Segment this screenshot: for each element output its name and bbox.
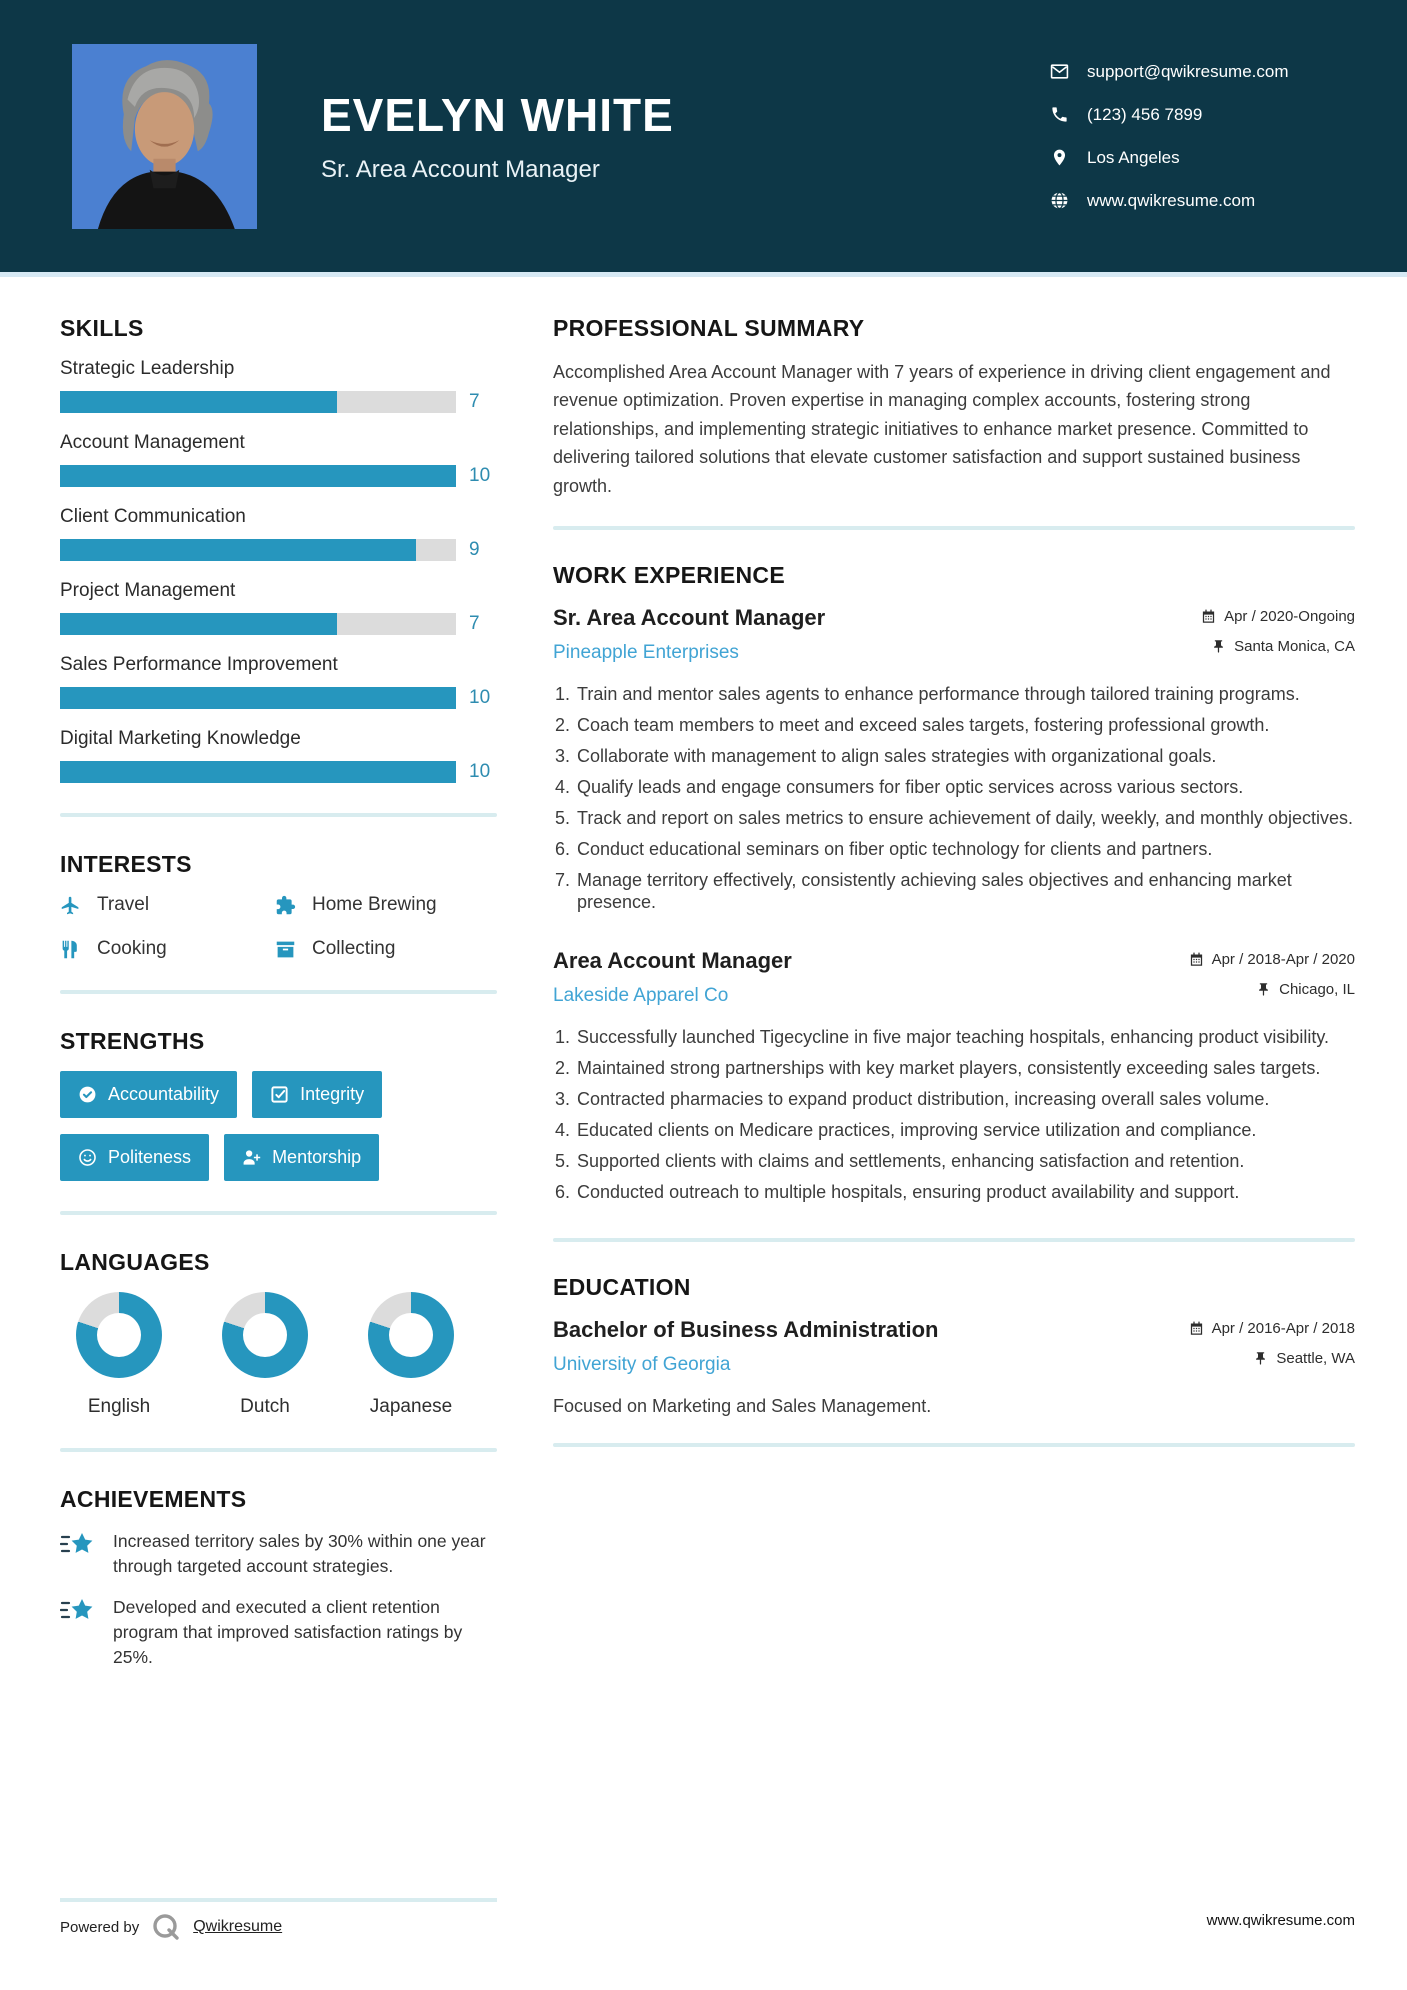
skill-bar	[60, 465, 497, 487]
shooting-star-icon	[60, 1531, 96, 1563]
job-title: Area Account Manager	[553, 947, 792, 973]
skill-row	[60, 580, 497, 635]
skill-bar-track	[60, 687, 456, 709]
job-bullet: 4. Educated clients on Medicare practices, improving service utilization and compliance.	[575, 1120, 1355, 1142]
person-job-title: Sr. Area Account Manager	[321, 156, 600, 183]
education-note: Focused on Marketing and Sales Management.	[553, 1395, 932, 1416]
job-entry	[553, 605, 1355, 914]
language-label: Japanese	[369, 1396, 453, 1417]
job-dates: Apr / 2018-Apr / 2020	[1211, 950, 1355, 968]
education-section	[553, 1274, 1355, 1417]
education-location: Seattle, WA	[1276, 1349, 1355, 1367]
strength-chip	[60, 1134, 209, 1181]
check-square-icon	[270, 1085, 289, 1104]
achievement-text: Developed and executed a client retention program that improved satisfaction ratings by 25%.	[113, 1597, 463, 1668]
strength-chip	[252, 1071, 382, 1118]
skill-label: Sales Performance Improvement	[60, 654, 338, 675]
job-bullet-list	[575, 684, 1355, 914]
skill-row	[60, 432, 497, 487]
skill-label: Account Management	[60, 432, 245, 453]
job-header	[553, 948, 1355, 1011]
skill-label: Client Communication	[60, 506, 246, 527]
qwikresume-link[interactable]: Qwikresume	[193, 1918, 283, 1935]
qwikresume-logo-icon	[151, 1912, 181, 1942]
pushpin-icon	[1253, 1351, 1268, 1366]
strengths-list	[60, 1071, 497, 1181]
footer	[0, 1898, 1407, 1990]
work-experience-heading: WORK EXPERIENCE	[553, 562, 785, 589]
skill-bar-track	[60, 613, 456, 635]
interest-item	[275, 894, 497, 916]
shooting-star-icon	[60, 1597, 96, 1629]
achievement-item	[60, 1595, 497, 1670]
skill-label: Project Management	[60, 580, 236, 601]
contact-location-row	[1050, 148, 1355, 168]
skill-bar	[60, 613, 497, 635]
section-divider	[553, 1238, 1355, 1242]
interest-label: Home Brewing	[312, 894, 437, 915]
job-location-row	[1201, 638, 1355, 655]
name-block	[321, 88, 1050, 184]
strengths-section	[60, 1028, 497, 1181]
job-bullet: 6. Conducted outreach to multiple hospitals, ensuring product availability and support.	[575, 1182, 1355, 1204]
language-label: English	[87, 1396, 151, 1417]
globe-icon	[1050, 191, 1069, 210]
skill-bar-fill	[60, 761, 456, 783]
job-bullet: 5. Track and report on sales metrics to ensure achievement of daily, weekly, and monthly objectives.	[575, 808, 1355, 830]
language-donut-chart	[222, 1292, 308, 1378]
education-header	[553, 1317, 1355, 1380]
section-divider	[60, 1211, 497, 1215]
job-company-link: Lakeside Apparel Co	[553, 984, 729, 1006]
interests-section	[60, 851, 497, 960]
job-bullet: 5. Supported clients with claims and settlements, enhancing satisfaction and retention.	[575, 1151, 1355, 1173]
section-divider	[60, 1448, 497, 1452]
calendar-icon	[1189, 1321, 1204, 1336]
job-location-row	[1189, 981, 1355, 998]
interest-label: Travel	[97, 894, 150, 915]
header	[0, 0, 1407, 272]
job-title-block	[553, 605, 825, 664]
skill-bar-fill	[60, 391, 337, 413]
envelope-icon	[1050, 62, 1069, 81]
skill-bar	[60, 687, 497, 709]
job-location: Chicago, IL	[1279, 980, 1355, 998]
strength-label: Politeness	[108, 1147, 192, 1167]
languages-list	[60, 1292, 497, 1418]
job-bullet: 3. Collaborate with management to align sales strategies with organizational goals.	[575, 746, 1355, 768]
skill-value: 7	[469, 391, 480, 412]
strengths-heading: STRENGTHS	[60, 1028, 205, 1054]
education-meta	[1189, 1317, 1355, 1380]
job-company-link: Pineapple Enterprises	[553, 642, 739, 664]
languages-section	[60, 1249, 497, 1418]
summary-text: Accomplished Area Account Manager with 7 years of experience in driving client engagement and revenue optimization. Proven expertise in managing complex accounts, fostering strong relationships, and implementing strategic initiatives to enhance market presence. Committed to delivering tailored solutions that elevate customer satisfaction and support sustained business growth.	[553, 362, 1331, 496]
section-divider	[60, 990, 497, 994]
skill-bar-track	[60, 465, 456, 487]
location-pin-icon	[1050, 148, 1069, 167]
contact-list	[1050, 62, 1355, 211]
skill-bar-track	[60, 391, 456, 413]
phone-icon	[1050, 105, 1069, 124]
skill-row	[60, 728, 497, 783]
job-dates-row	[1201, 608, 1355, 625]
interest-item	[275, 938, 497, 960]
education-school-link: University of Georgia	[553, 1353, 731, 1375]
skill-bar-track	[60, 539, 456, 561]
skills-section	[60, 315, 497, 783]
skill-row	[60, 358, 497, 413]
skill-value: 10	[469, 465, 491, 486]
skill-value: 10	[469, 761, 491, 782]
job-entry	[553, 948, 1355, 1204]
skill-value: 10	[469, 687, 491, 708]
contact-phone-row	[1050, 105, 1355, 125]
pushpin-icon	[1211, 639, 1226, 654]
achievements-heading: ACHIEVEMENTS	[60, 1486, 247, 1512]
skill-label: Strategic Leadership	[60, 358, 235, 379]
job-header	[553, 605, 1355, 668]
interest-label: Collecting	[312, 938, 396, 959]
contact-email-text: support@qwikresume.com	[1087, 61, 1289, 81]
content	[0, 277, 1407, 1898]
skill-bar	[60, 391, 497, 413]
work-experience-section	[553, 562, 1355, 1203]
education-title-block	[553, 1317, 938, 1376]
language-item	[76, 1292, 162, 1418]
language-item	[368, 1292, 454, 1418]
achievement-text: Increased territory sales by 30% within one year through targeted account strategies.	[113, 1531, 486, 1577]
job-dates: Apr / 2020-Ongoing	[1224, 608, 1355, 626]
job-title: Sr. Area Account Manager	[553, 605, 826, 631]
utensils-icon	[60, 939, 81, 960]
job-dates-row	[1189, 951, 1355, 968]
job-bullet: 1. Train and mentor sales agents to enhance performance through tailored training programs.	[575, 684, 1355, 706]
contact-website-text: www.qwikresume.com	[1087, 190, 1256, 210]
contact-phone-text: (123) 456 7899	[1087, 104, 1203, 124]
strength-label: Accountability	[108, 1084, 220, 1104]
skill-label: Digital Marketing Knowledge	[60, 728, 301, 749]
calendar-icon	[1201, 609, 1216, 624]
puzzle-icon	[275, 895, 296, 916]
section-divider	[553, 1443, 1355, 1447]
archive-box-icon	[275, 939, 296, 960]
strength-label: Integrity	[300, 1084, 365, 1104]
skill-value: 7	[469, 613, 480, 634]
skill-bar-fill	[60, 687, 456, 709]
skill-bar-fill	[60, 613, 337, 635]
language-donut-chart	[76, 1292, 162, 1378]
section-divider	[553, 526, 1355, 530]
education-heading: EDUCATION	[553, 1273, 691, 1300]
job-title-block	[553, 948, 792, 1007]
education-dates-row	[1189, 1320, 1355, 1337]
job-meta	[1189, 948, 1355, 1011]
strength-chip	[60, 1071, 237, 1118]
skill-bar	[60, 761, 497, 783]
job-bullet: 6. Conduct educational seminars on fiber optic technology for clients and partners.	[575, 839, 1355, 861]
achievement-item	[60, 1529, 497, 1579]
skill-bar-track	[60, 761, 456, 783]
job-bullet: 7. Manage territory effectively, consistently achieving sales objectives and enhancing market presence.	[575, 870, 1355, 914]
smiley-icon	[78, 1148, 97, 1167]
check-circle-icon	[78, 1085, 97, 1104]
education-degree: Bachelor of Business Administration	[553, 1316, 939, 1342]
user-plus-icon	[242, 1148, 261, 1167]
strength-chip	[224, 1134, 379, 1181]
section-divider	[60, 813, 497, 817]
education-location-row	[1189, 1350, 1355, 1367]
pushpin-icon	[1256, 982, 1271, 997]
job-bullet: 2. Maintained strong partnerships with key market players, consistently exceeding sales targets.	[575, 1058, 1355, 1080]
job-bullet: 4. Qualify leads and engage consumers for fiber optic services across various sectors.	[575, 777, 1355, 799]
language-item	[222, 1292, 308, 1418]
skills-heading: SKILLS	[60, 315, 144, 341]
profile-photo	[72, 44, 257, 229]
languages-heading: LANGUAGES	[60, 1249, 210, 1275]
achievements-section	[60, 1486, 497, 1670]
skill-row	[60, 654, 497, 709]
job-bullet-list	[575, 1027, 1355, 1204]
language-donut-chart	[368, 1292, 454, 1378]
job-bullet: 2. Coach team members to meet and exceed sales targets, fostering professional growth.	[575, 715, 1355, 737]
skill-bar-fill	[60, 465, 456, 487]
summary-heading: PROFESSIONAL SUMMARY	[553, 315, 865, 341]
profile-photo-illustration	[72, 44, 257, 229]
interests-heading: INTERESTS	[60, 851, 192, 877]
strength-label: Mentorship	[272, 1147, 362, 1167]
language-label: Dutch	[240, 1396, 290, 1417]
skill-bar	[60, 539, 497, 561]
education-dates: Apr / 2016-Apr / 2018	[1211, 1319, 1355, 1337]
skill-row	[60, 506, 497, 561]
interest-item	[60, 938, 275, 960]
powered-by-text: Powered by	[60, 1918, 140, 1936]
summary-section	[553, 315, 1355, 500]
skill-bar-fill	[60, 539, 416, 561]
footer-powered-by	[60, 1898, 497, 1942]
skill-value: 9	[469, 539, 480, 560]
calendar-icon	[1189, 952, 1204, 967]
left-column	[60, 315, 497, 1686]
job-location: Santa Monica, CA	[1234, 638, 1355, 656]
person-name: EVELYN WHITE	[321, 89, 674, 141]
job-meta	[1201, 605, 1355, 668]
job-bullet: 1. Successfully launched Tigecycline in five major teaching hospitals, enhancing product visibility.	[575, 1027, 1355, 1049]
main-column	[553, 315, 1355, 1479]
contact-email-row	[1050, 62, 1355, 82]
contact-website-row	[1050, 191, 1355, 211]
contact-location-text: Los Angeles	[1087, 147, 1180, 167]
plane-icon	[60, 895, 81, 916]
interest-label: Cooking	[97, 938, 167, 959]
job-bullet: 3. Contracted pharmacies to expand product distribution, increasing overall sales volume.	[575, 1089, 1355, 1111]
footer-website-text: www.qwikresume.com	[1206, 1911, 1355, 1929]
interest-item	[60, 894, 275, 916]
interests-grid	[60, 894, 497, 960]
